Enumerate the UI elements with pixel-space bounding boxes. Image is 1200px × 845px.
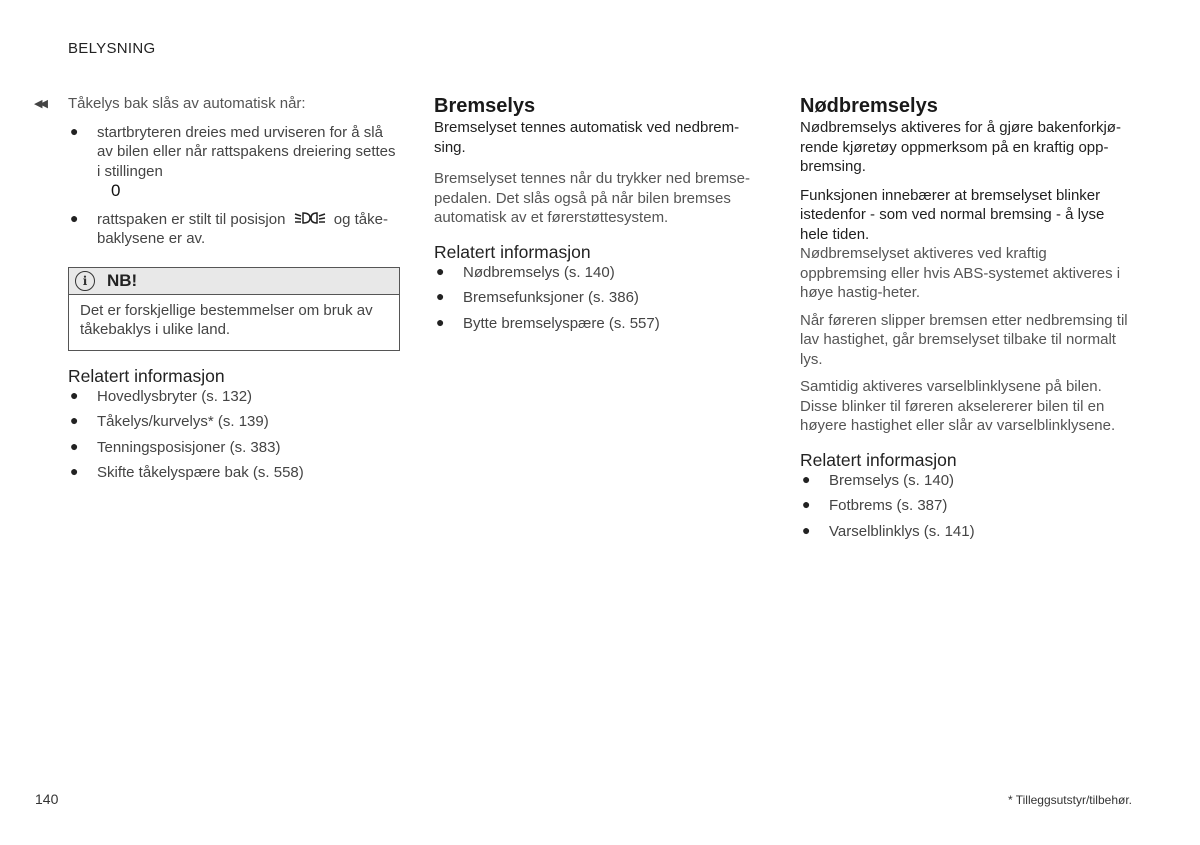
bullet-icon: ●	[802, 521, 811, 538]
related-link-text[interactable]: Hovedlysbryter (s. 132)	[97, 387, 253, 405]
related-info-heading: Relatert informasjon	[68, 365, 225, 386]
bullet-icon: ●	[70, 437, 79, 454]
related-link[interactable]	[68, 463, 403, 483]
list-item	[68, 123, 403, 202]
bullet-icon: ●	[70, 463, 79, 479]
related-link-text[interactable]: Tenningsposisjoner (s. 383)	[97, 438, 281, 456]
info-icon: i	[75, 271, 95, 291]
bullet-icon: ●	[436, 288, 445, 304]
condition-text-cont: og tåke-baklysene er av.	[97, 210, 388, 247]
section-title: Bremselys	[434, 95, 536, 117]
lead-text: Nødbremselys aktiveres for å gjøre bakenforkjø-rende kjøretøy oppmerksom på en kraftig opp-bremsing.	[800, 119, 1121, 175]
related-link[interactable]	[68, 438, 403, 458]
position-zero-symbol: 0	[111, 181, 121, 200]
section-header: BELYSNING	[68, 40, 156, 57]
bullet-icon: ●	[70, 122, 79, 139]
column-brake-light	[434, 94, 764, 339]
list-item	[68, 210, 403, 249]
bullet-icon: ●	[802, 470, 811, 487]
related-link[interactable]	[800, 522, 1135, 542]
note-title: NB!	[107, 270, 138, 290]
body-text: Bremselyset tennes når du trykker ned bremse-pedalen. Det slås også på når bilen bremses automatisk av et førerstøttesystem.	[434, 170, 750, 226]
related-list	[800, 471, 1135, 542]
bullet-icon: ●	[436, 262, 445, 279]
body-text: Nødbremselyset aktiveres ved kraftig oppbremsing eller hvis ABS-systemet aktiveres i høye hastig-heter.	[800, 245, 1121, 301]
related-link-text[interactable]: Varselblinklys (s. 141)	[829, 522, 975, 540]
double-left-triangle-icon[interactable]: ◀◀	[34, 98, 45, 110]
related-list	[68, 387, 403, 483]
footnote: * Tilleggsutstyr/tilbehør.	[1007, 793, 1132, 807]
related-link[interactable]	[434, 288, 764, 308]
condition-text: startbryteren dreies med urviseren for å slå av bilen eller når rattspakens dreiering settes i stillingen	[97, 123, 396, 180]
bullet-icon: ●	[70, 209, 79, 226]
note-body: Det er forskjellige bestemmelser om bruk av tåkebaklys i ulike land.	[80, 301, 373, 338]
related-link[interactable]	[800, 471, 1135, 491]
related-link-text[interactable]: Bremsefunksjoner (s. 386)	[463, 289, 639, 306]
body-text: Samtidig aktiveres varselblinklysene på bilen. Disse blinker til føreren akselererer bilen til en høyere hastighet eller slår av varselblinklysene.	[800, 378, 1116, 434]
intro-text: Tåkelys bak slås av automatisk når:	[68, 95, 306, 112]
note-box	[68, 267, 400, 351]
related-link-text[interactable]: Nødbremselys (s. 140)	[463, 263, 615, 281]
related-info-heading: Relatert informasjon	[800, 449, 957, 470]
related-link-text[interactable]: Skifte tåkelyspære bak (s. 558)	[97, 464, 304, 481]
related-link-text[interactable]: Bremselys (s. 140)	[829, 471, 955, 489]
related-link[interactable]	[434, 263, 764, 283]
related-link[interactable]	[800, 496, 1135, 516]
section-title: Nødbremselys	[800, 95, 938, 117]
bullet-icon: ●	[70, 412, 79, 428]
bullet-icon: ●	[436, 313, 445, 330]
lead-text-2: Funksjonen innebærer at bremselyset blinker istedenfor - som ved normal bremsing - å lyse hele tiden.	[800, 186, 1105, 243]
related-link[interactable]	[68, 412, 403, 432]
column-emergency-brake-light	[800, 94, 1135, 547]
related-link[interactable]	[68, 387, 403, 407]
body-text: Når føreren slipper bremsen etter nedbremsing til lav hastighet, går bremselyset tilbake til normalt lys.	[800, 311, 1128, 368]
related-link-text[interactable]: Bytte bremselyspære (s. 557)	[463, 314, 660, 332]
related-link-text[interactable]: Tåkelys/kurvelys* (s. 139)	[97, 413, 269, 430]
related-link-text[interactable]: Fotbrems (s. 387)	[829, 497, 948, 514]
bullet-icon: ●	[802, 496, 811, 512]
related-link[interactable]	[434, 314, 764, 334]
related-list	[434, 263, 764, 334]
page-number: 140	[35, 791, 59, 807]
column-fog-light	[34, 94, 403, 489]
note-header	[69, 268, 399, 295]
condition-list	[68, 123, 403, 249]
low-beam-headlight-icon	[294, 211, 326, 225]
bullet-icon: ●	[70, 386, 79, 403]
lead-text: Bremselyset tennes automatisk ved nedbrem-sing.	[434, 119, 740, 156]
related-info-heading: Relatert informasjon	[434, 241, 591, 262]
condition-text: rattspaken er stilt til posisjon	[97, 210, 286, 228]
